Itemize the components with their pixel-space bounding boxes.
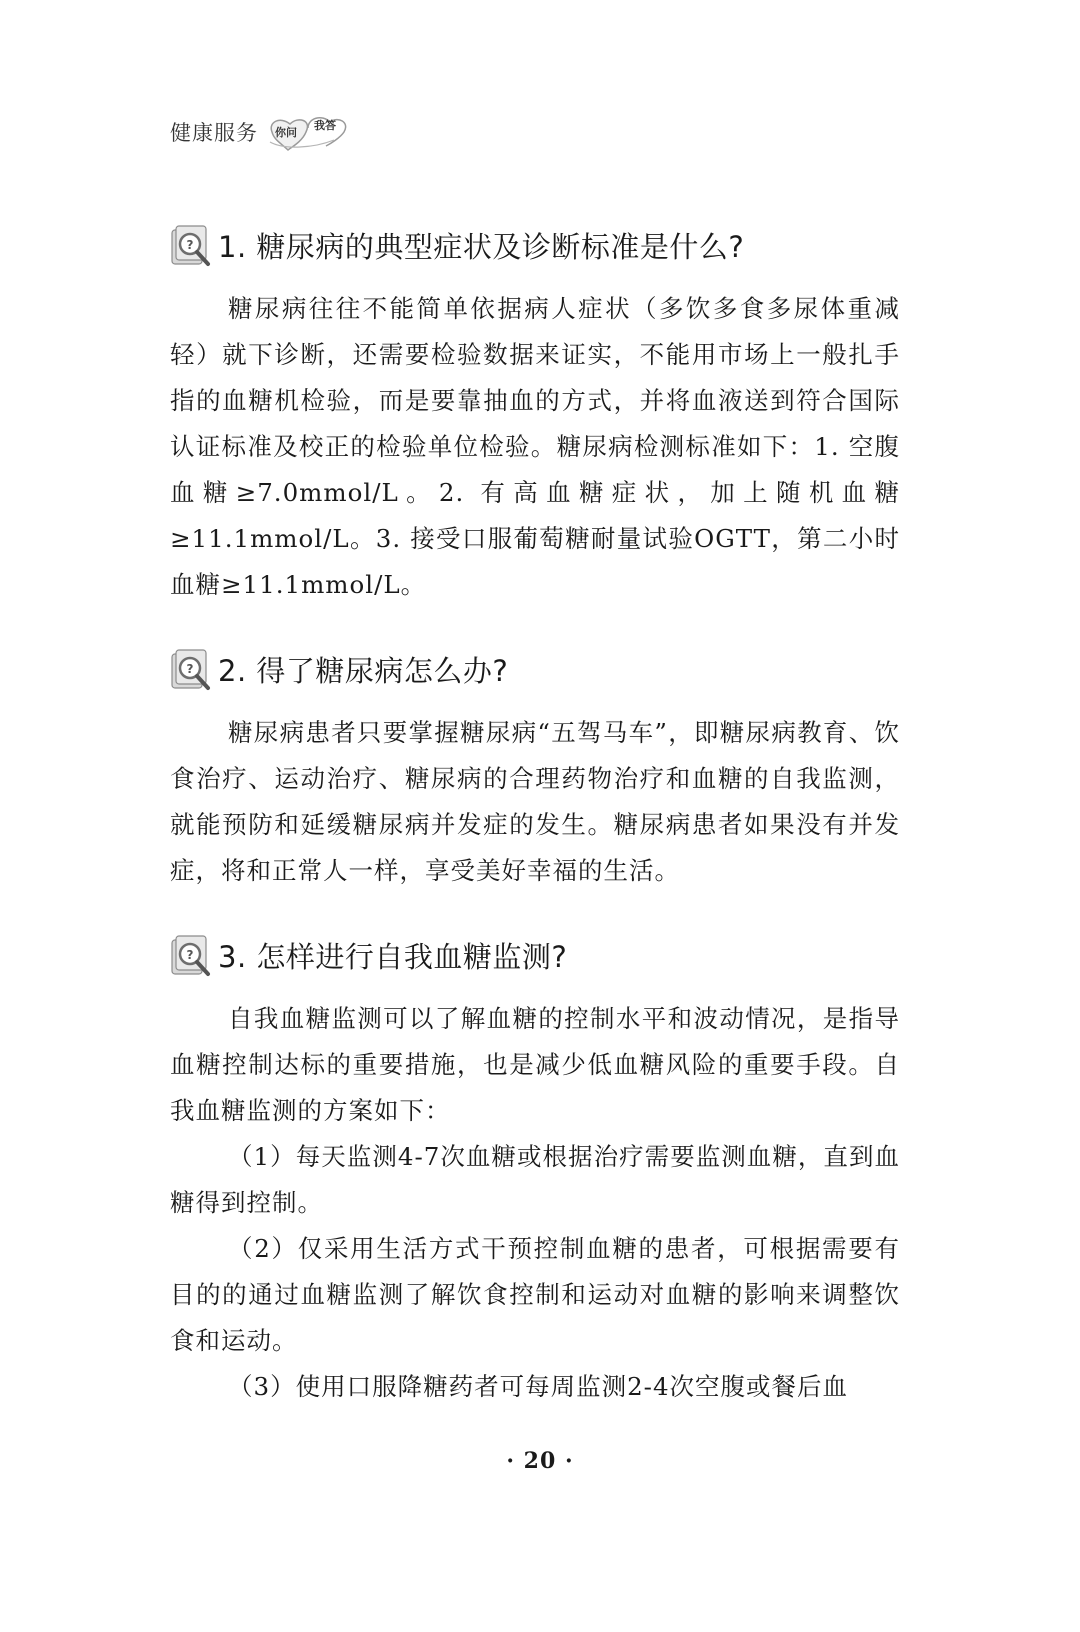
- logo-text-answer: 我答: [314, 119, 336, 132]
- list-item: （1）每天监测4-7次血糖或根据治疗需要监测血糖，直到血糖得到控制。: [170, 1142, 900, 1217]
- paragraph: 自我血糖监测可以了解血糖的控制水平和波动情况，是指导血糖控制达标的重要措施，也是减少低血糖风险的重要手段。自我血糖监测的方案如下：: [170, 1004, 900, 1125]
- running-header-title: 健康服务: [170, 121, 258, 145]
- section-heading-text: 3. 怎样进行自我血糖监测?: [218, 939, 568, 974]
- list-item: （2）仅采用生活方式干预控制血糖的患者，可根据需要有目的的通过血糖监测了解饮食控制和运动对血糖的影响来调整饮食和运动。: [170, 1234, 900, 1355]
- question-magnifier-icon: [170, 934, 216, 980]
- question-magnifier-icon: [170, 224, 216, 270]
- svg-text:?: ?: [186, 238, 194, 252]
- paragraph: 糖尿病患者只要掌握糖尿病“五驾马车”，即糖尿病教育、饮食治疗、运动治疗、糖尿病的合理药物治疗和血糖的自我监测，就能预防和延缓糖尿病并发症的发生。糖尿病患者如果没有并发症，将和正常人一样，享受美好幸福的生活。: [170, 718, 900, 885]
- section-heading-text: 2. 得了糖尿病怎么办?: [218, 653, 509, 688]
- question-magnifier-icon: [170, 648, 216, 694]
- logo-text-ask: 你问: [275, 126, 297, 139]
- svg-text:?: ?: [186, 948, 194, 962]
- page-number: · 20 ·: [506, 1448, 574, 1474]
- section-heading: [170, 218, 900, 272]
- section-heading: [170, 928, 900, 982]
- section-heading-text: 1. 糖尿病的典型症状及诊断标准是什么?: [218, 229, 745, 264]
- section-heading: [170, 642, 900, 696]
- paragraph: 糖尿病往往不能简单依据病人症状（多饮多食多尿体重减轻）就下诊断，还需要检验数据来证实，不能用市场上一般扎手指的血糖机检验，而是要靠抽血的方式，并将血液送到符合国际认证标准及校正的检验单位检验。糖尿病检测标准如下：1. 空腹血糖≥7.0mmol/L。2. 有高血糖症状，加上随机血糖≥11.1mmol/L。3. 接受口服葡萄糖耐量试验OGTT，第二小时血糖≥11.1mmol/L。: [170, 294, 900, 599]
- svg-text:?: ?: [186, 662, 194, 676]
- section-2: [170, 642, 900, 894]
- section-3: [170, 928, 900, 1410]
- page-content: [170, 218, 900, 1410]
- section-1: [170, 218, 900, 608]
- list-item: （3）使用口服降糖药者可每周监测2-4次空腹或餐后血: [228, 1372, 849, 1401]
- heart-logo-icon: [264, 112, 354, 152]
- running-header: [170, 112, 354, 152]
